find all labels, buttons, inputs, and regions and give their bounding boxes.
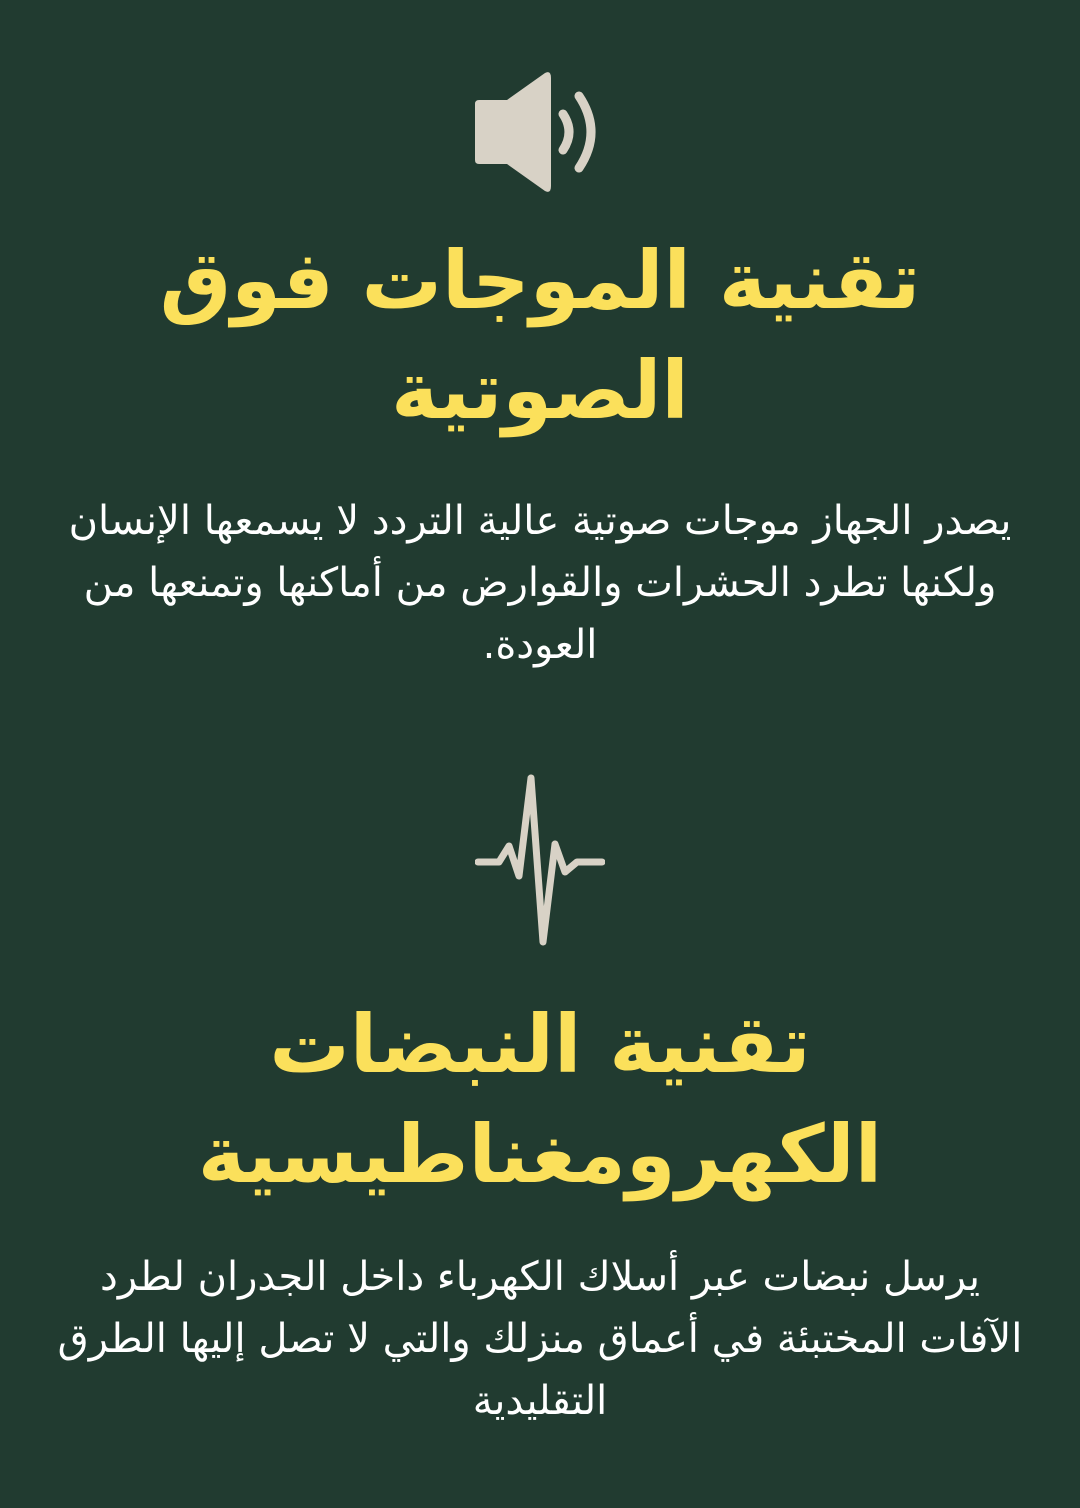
section-title-ultrasonic: تقنية الموجات فوق الصوتية (159, 234, 921, 437)
section-title-electromagnetic: تقنية النبضات الكهرومغناطيسية (197, 998, 883, 1201)
speaker-icon (0, 70, 1080, 194)
section-body-ultrasonic: يصدر الجهاز موجات صوتية عالية التردد لا يسمعها الإنسان ولكنها تطرد الحشرات والقوارض من أماكنها وتمنعها من العودة. (68, 498, 1012, 668)
pulse-icon (0, 772, 1080, 948)
section-body-electromagnetic: يرسل نبضات عبر أسلاك الكهرباء داخل الجدران لطرد الآفات المختبئة في أعماق منزلك والتي لا تصل إليها الطرق التقليدية (57, 1254, 1023, 1424)
